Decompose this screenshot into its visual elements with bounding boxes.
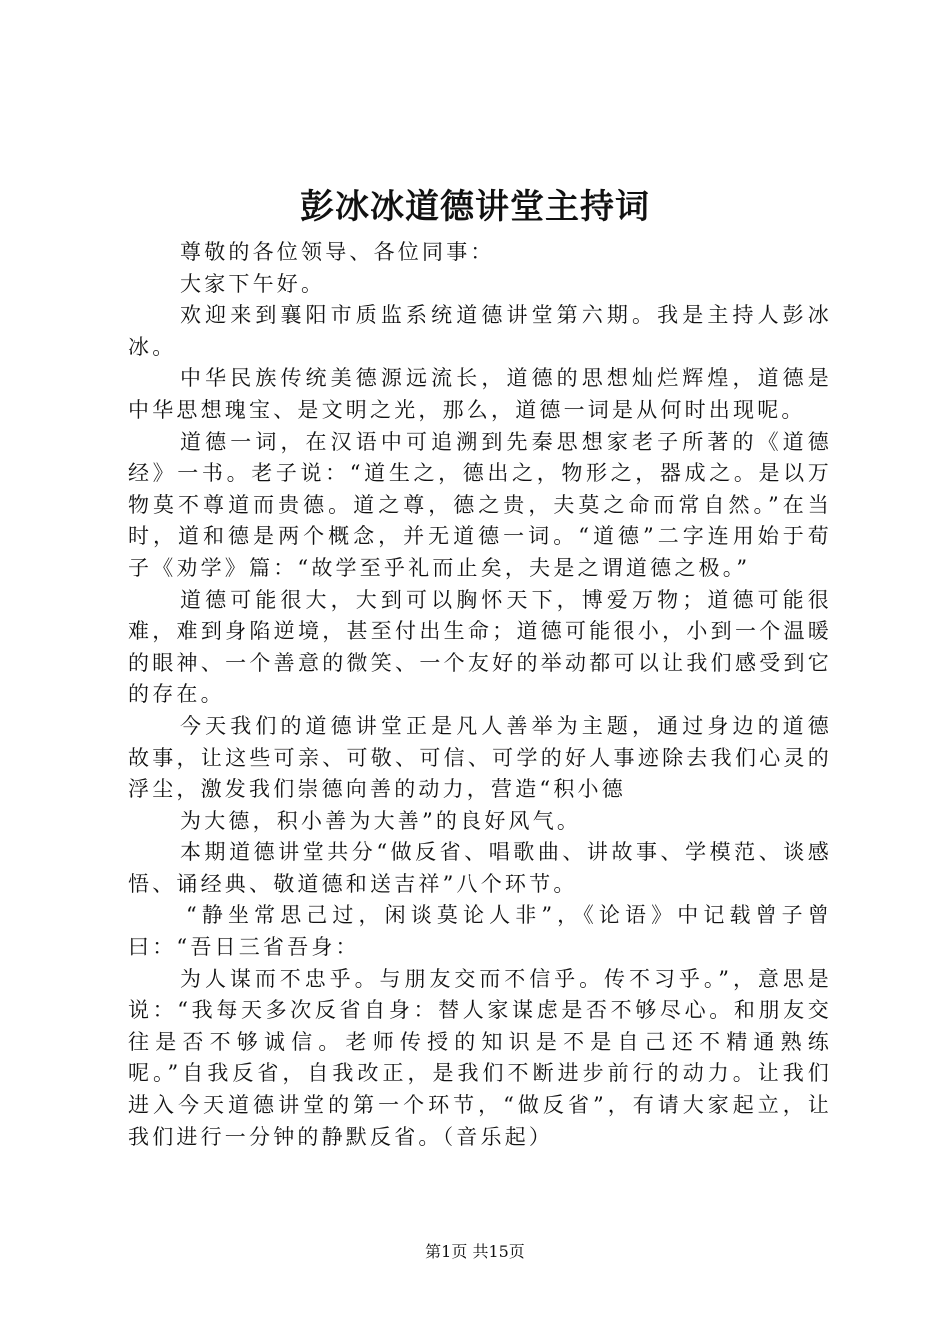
document-body xyxy=(128,237,832,1153)
page-footer: 第1页 共15页 xyxy=(425,1242,525,1261)
document-title: 彭冰冰道德讲堂主持词 xyxy=(300,187,650,227)
paragraph-theme-continued: 为大德，积小善为大善”的良好风气。 xyxy=(180,808,582,833)
paragraph-welcome: 欢迎来到襄阳市质监系统道德讲堂第六期。我是主持人彭冰冰。 xyxy=(128,303,832,359)
paragraph-good-afternoon: 大家下午好。 xyxy=(180,271,326,296)
paragraph-greeting: 尊敬的各位领导、各位同事： xyxy=(180,240,495,264)
paragraph-theme: 今天我们的道德讲堂正是凡人善举为主题，通过身边的道德故事，让这些可亲、可敬、可信、可学的好人事迹除去我们心灵的浮尘，激发我们崇德向善的动力，营造“积小德 xyxy=(128,713,832,802)
paragraph-morality: 道德可能很大，大到可以胸怀天下，博爱万物；道德可能很难，难到身陷逆境，甚至付出生命；道德可能很小，小到一个温暖的眼神、一个善意的微笑、一个友好的举动都可以让我们感受到它的存在。 xyxy=(128,587,832,707)
paragraph-reflection: 为人谋而不忠乎。与朋友交而不信乎。传不习乎。”，意思是说：“我每天多次反省自身：替人家谋虑是否不够尽心。和朋友交往是否不够诚信。老师传授的知识是不是自己还不精通熟练呢。”自我反省，自我改正，是我们不断进步前行的动力。让我们进入今天道德讲堂的第一个环节，“做反省”，有请大家起立，让我们进行一分钟的静默反省。（音乐起） xyxy=(128,966,832,1149)
paragraph-sessions: 本期道德讲堂共分“做反省、唱歌曲、讲故事、学模范、谈感悟、诵经典、敬道德和送吉祥”八个环节。 xyxy=(128,840,832,896)
paragraph-tradition: 中华民族传统美德源远流长，道德的思想灿烂辉煌，道德是中华思想瑰宝、是文明之光，那么，道德一词是从何时出现呢。 xyxy=(128,366,832,422)
paragraph-quote: “静坐常思己过，闲谈莫论人非”，《论语》中记载曾子曾曰：“吾日三省吾身： xyxy=(128,903,832,960)
paragraph-origin: 道德一词，在汉语中可追溯到先秦思想家老子所著的《道德经》一书。老子说：“道生之，德出之，物形之，器成之。是以万物莫不尊道而贵德。道之尊，德之贵，夫莫之命而常自然。”在当时，道和德是两个概念，并无道德一词。“道德”二字连用始于荀子《劝学》篇：“故学至乎礼而止矣，夫是之谓道德之极。” xyxy=(128,429,832,580)
